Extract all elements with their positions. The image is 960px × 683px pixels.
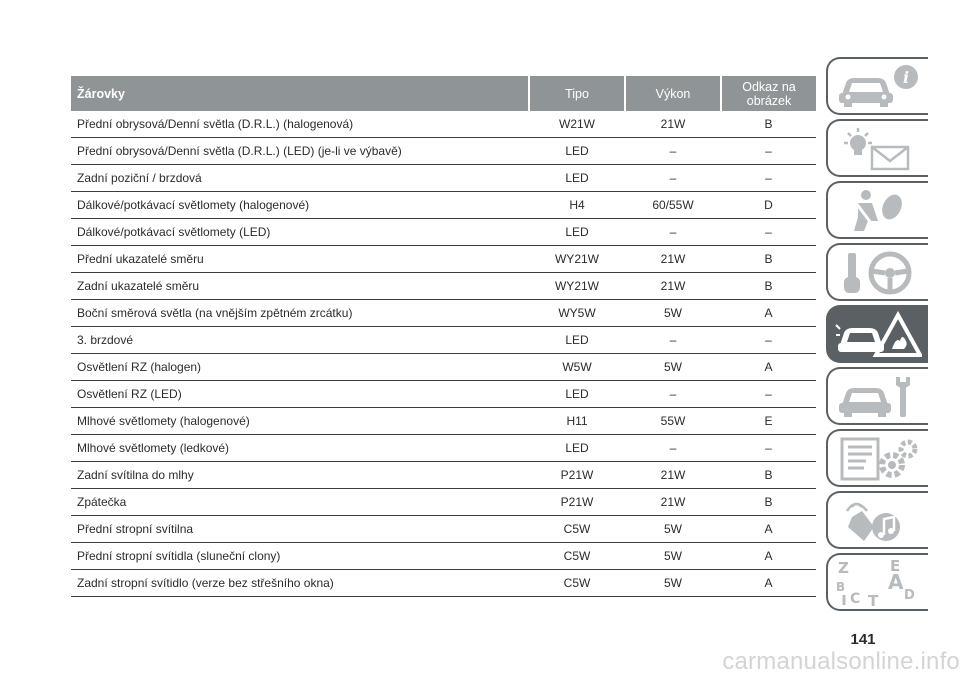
bulb-reference-cell: – [721,138,816,165]
bulb-type-cell: WY5W [529,300,625,327]
table-row [71,138,816,165]
bulb-power-cell: 5W [625,516,721,543]
bulb-power-cell: – [625,381,721,408]
table-row [71,273,816,300]
bulb-type-cell: P21W [529,462,625,489]
bulb-name-cell: Přední obrysová/Denní světla (D.R.L.) (LED) (je-li ve výbavě) [71,138,529,165]
index-letter-e: E [890,559,901,575]
tab-maintenance[interactable] [826,367,928,425]
bulb-power-cell: – [625,327,721,354]
watermark: carmanualsonline.info [722,648,960,675]
table-row [71,246,816,273]
bulb-power-cell: 21W [625,246,721,273]
bulb-power-cell: 5W [625,543,721,570]
bulb-type-cell: C5W [529,543,625,570]
bulb-name-cell: Dálkové/potkávací světlomety (LED) [71,219,529,246]
bulb-reference-cell: A [721,300,816,327]
bulb-reference-cell: E [721,408,816,435]
warning-light-mail-icon [834,125,922,173]
index-letter-d: D [904,588,915,603]
multimedia-music-icon [834,497,922,545]
bulb-reference-cell: B [721,462,816,489]
bulb-name-cell: Přední ukazatelé směru [71,246,529,273]
table-row [71,300,816,327]
table-row [71,408,816,435]
bulb-type-cell: H4 [529,192,625,219]
bulb-power-cell: – [625,138,721,165]
car-maintenance-wrench-icon [834,373,922,421]
bulb-reference-cell: B [721,246,816,273]
technical-data-gear-icon [834,435,922,483]
table-row [71,111,816,138]
index-letter-c: C [850,591,861,607]
page-number: 141 [850,631,876,648]
tab-multimedia[interactable] [826,491,928,549]
index-letter-t: T [868,592,879,607]
bulb-power-cell: – [625,165,721,192]
bulb-type-cell: LED [529,219,625,246]
bulb-name-cell: Mlhové světlomety (ledkové) [71,435,529,462]
tab-index[interactable] [826,553,928,611]
bulb-type-cell: H11 [529,408,625,435]
svg-text:i: i [902,68,910,87]
bulb-reference-cell: B [721,111,816,138]
bulb-type-cell: C5W [529,516,625,543]
index-letter-a: A [888,570,904,594]
seatbelt-airbag-icon [834,187,922,235]
index-letter-z: Z [838,559,849,577]
bulb-reference-cell: – [721,327,816,354]
tab-emergency[interactable] [826,305,928,363]
key-steering-wheel-icon [834,249,922,297]
bulb-type-cell: LED [529,138,625,165]
table-row [71,192,816,219]
tab-starting-driving[interactable] [826,243,928,301]
bulb-type-cell: LED [529,165,625,192]
table-header [71,76,816,111]
bulb-name-cell: 3. brzdové [71,327,529,354]
tab-warning-lights[interactable] [826,119,928,177]
bulb-power-cell: 21W [625,273,721,300]
breakdown-warning-triangle-icon [834,311,922,359]
bulb-type-cell: LED [529,381,625,408]
bulb-name-cell: Přední obrysová/Denní světla (D.R.L.) (halogenová) [71,111,529,138]
table-row [71,165,816,192]
bulb-type-cell: WY21W [529,273,625,300]
table-row [71,462,816,489]
bulb-reference-cell: A [721,516,816,543]
table-row [71,381,816,408]
bulb-reference-cell: D [721,192,816,219]
bulb-name-cell: Zadní poziční / brzdová [71,165,529,192]
bulb-name-cell: Přední stropní svítilna [71,516,529,543]
bulb-type-cell: WY21W [529,246,625,273]
table-row [71,543,816,570]
bulb-power-cell: 60/55W [625,192,721,219]
table-body [71,111,816,597]
bulb-power-cell: 5W [625,570,721,597]
bulb-name-cell: Boční směrová světla (na vnějším zpětném zrcátku) [71,300,529,327]
tab-technical-data[interactable] [826,429,928,487]
bulb-reference-cell: B [721,489,816,516]
bulb-power-cell: 55W [625,408,721,435]
bulb-reference-cell: – [721,219,816,246]
bulb-reference-cell: A [721,570,816,597]
bulb-name-cell: Zpátečka [71,489,529,516]
bulb-power-cell: 21W [625,489,721,516]
header-power: Výkon [625,76,721,111]
bulb-power-cell: 21W [625,462,721,489]
table-row [71,516,816,543]
bulb-type-cell: W21W [529,111,625,138]
index-letter-b: B [836,580,846,594]
bulb-name-cell: Dálkové/potkávací světlomety (halogenové) [71,192,529,219]
header-reference: Odkaz na obrázek [721,76,816,111]
bulb-power-cell: – [625,435,721,462]
alphabetical-index-icon [834,559,922,607]
bulb-table [71,76,816,597]
bulb-name-cell: Osvětlení RZ (LED) [71,381,529,408]
bulb-reference-cell: – [721,435,816,462]
bulb-type-cell: C5W [529,570,625,597]
bulb-name-cell: Zadní ukazatelé směru [71,273,529,300]
bulb-type-cell: W5W [529,354,625,381]
car-info-icon [834,63,922,111]
bulb-name-cell: Zadní svítilna do mlhy [71,462,529,489]
bulb-power-cell: 21W [625,111,721,138]
bulb-reference-cell: A [721,543,816,570]
bulb-reference-cell: – [721,381,816,408]
tab-car-info[interactable] [826,57,928,115]
table-row [71,219,816,246]
bulb-name-cell: Osvětlení RZ (halogen) [71,354,529,381]
bulb-power-cell: 5W [625,300,721,327]
bulb-reference-cell: A [721,354,816,381]
bulb-type-cell: P21W [529,489,625,516]
bulb-name-cell: Mlhové světlomety (halogenové) [71,408,529,435]
bulb-type-cell: LED [529,327,625,354]
table-row [71,354,816,381]
bulb-reference-cell: B [721,273,816,300]
bulb-power-cell: – [625,219,721,246]
table-row [71,570,816,597]
table-row [71,435,816,462]
bulb-reference-cell: – [721,165,816,192]
table-row [71,327,816,354]
tab-safety[interactable] [826,181,928,239]
header-bulbs: Žárovky [71,76,529,111]
header-type: Tipo [529,76,625,111]
bulb-power-cell: 5W [625,354,721,381]
bulb-name-cell: Přední stropní svítidla (sluneční clony) [71,543,529,570]
bulb-name-cell: Zadní stropní svítidlo (verze bez střešního okna) [71,570,529,597]
bulb-type-cell: LED [529,435,625,462]
table-row [71,489,816,516]
